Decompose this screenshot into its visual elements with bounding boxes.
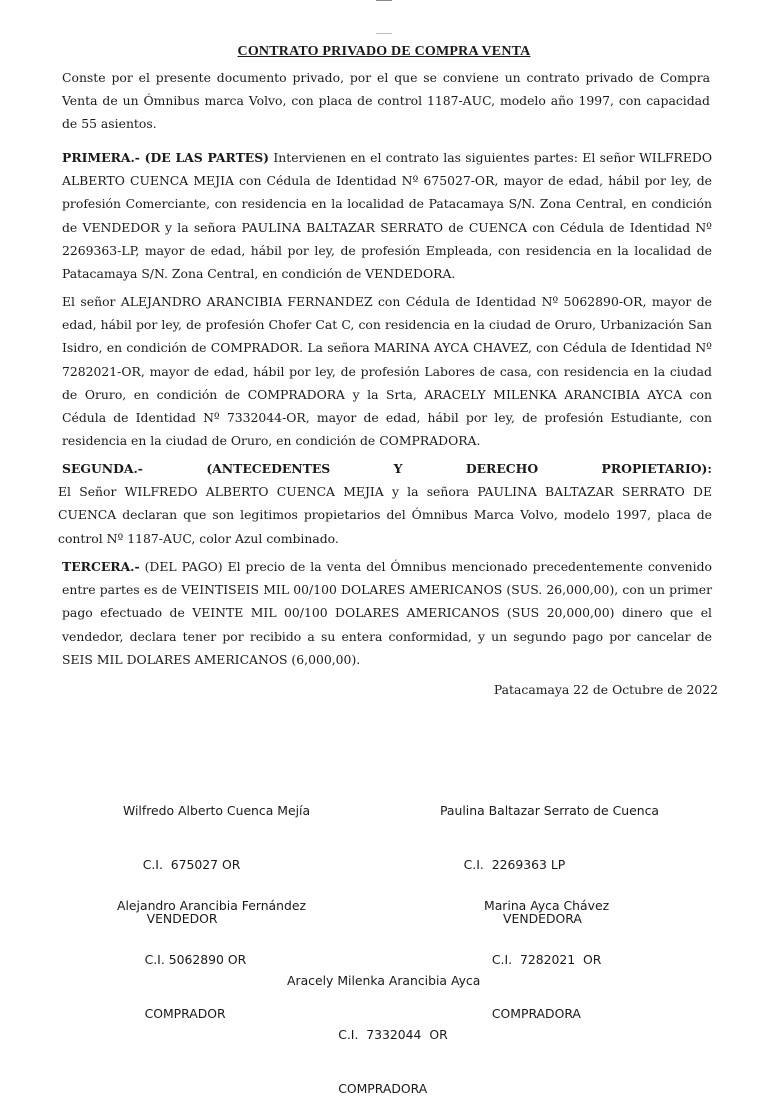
header-rule [376,33,392,34]
clause-tercera-text: (DEL PAGO) El precio de la venta del Ómnibus mencionado precedentemente convenido entre partes es de VEINTISEIS MIL 00/100 DOLARES AMERICANOS (SUS. 26,000,00), con un primer pago efectuado de VEINTE MIL 00/100 DOLARES AMERICANOS (SUS 20,000,00) dinero que el vendedor, declara tener por recibido a su entera conformidad, y un segundo pago por cancelar de SEIS MIL DOLARES AMERICANOS (6,000,00). [62,559,712,667]
signatory-role: VENDEDORA [440,911,582,926]
clause-primera [62,146,712,285]
heading-word: SEGUNDA.- [62,461,143,476]
signature-block-buyer-3 [287,936,480,1116]
signatory-name: Wilfredo Alberto Cuenca Mejía [123,803,311,818]
signatory-role: VENDEDOR [123,911,218,926]
signatory-ci: C.I. 7282021 OR [484,952,602,967]
heading-word: DERECHO [465,461,539,476]
clause-segunda-heading [58,457,712,480]
clause-primera-heading: PRIMERA.- (DE LAS PARTES) [62,150,270,165]
intro-paragraph: Conste por el presente documento privado, por el que se conviene un contrato privado de Compra Venta de un Ómnibus marca Volvo, con placa de control 1187-AUC, modelo año 1997, con capacidad de 55 asientos. [62,70,710,132]
signatory-role: COMPRADOR [117,1006,226,1021]
clause-tercera-heading: TERCERA.- [62,559,140,574]
signatory-ci: C.I. 7332044 OR [287,1027,448,1042]
heading-word: PROPIETARIO): [601,461,712,476]
heading-word: Y [393,461,403,476]
signatory-role: COMPRADORA [287,1081,428,1096]
clause-segunda [58,457,712,550]
signatory-name: Marina Ayca Chávez [484,898,610,913]
signatory-ci: C.I. 5062890 OR [117,952,247,967]
document-title: CONTRATO PRIVADO DE COMPRA VENTA [237,44,531,59]
signatory-ci: C.I. 2269363 LP [440,857,566,872]
clause-primera-text: Intervienen en el contrato las siguientes partes: El señor WILFREDO ALBERTO CUENCA MEJIA con Cédula de Identidad Nº 675027-OR, mayor de edad, hábil por ley, de profesión Comerciante, con residencia en la localidad de Patacamaya S/N. Zona Central, en condición de VENDEDOR y la señora PAULINA BALTAZAR SERRATO de CUENCA con Cédula de Identidad Nº 2269363-LP, mayor de edad, hábil por ley, de profesión Empleada, con residencia en la localidad de Patacamaya S/N. Zona Central, en condición de VENDEDORA. [62,150,712,282]
signatory-name: Alejandro Arancibia Fernández [117,898,306,913]
top-page-mark [376,0,392,1]
heading-word: (ANTECEDENTES [206,461,331,476]
buyers-paragraph: El señor ALEJANDRO ARANCIBIA FERNANDEZ con Cédula de Identidad Nº 5062890-OR, mayor de edad, hábil por ley, de profesión Chofer Cat C, con residencia en la ciudad de Oruro, Urbanización San Isidro, en condición de COMPRADOR. La señora MARINA AYCA CHAVEZ, con Cédula de Identidad Nº 7282021-OR, mayor de edad, hábil por ley, de profesión Labores de casa, con residencia en la ciudad de Oruro, en condición de COMPRADORA y la Srta, ARACELY MILENKA ARANCIBIA AYCA con Cédula de Identidad Nº 7332044-OR, mayor de edad, hábil por ley, de profesión Estudiante, con residencia en la ciudad de Oruro, en condición de COMPRADORA. [62,294,712,449]
signatory-name: Aracely Milenka Arancibia Ayca [287,973,481,988]
signatory-role: COMPRADORA [484,1006,581,1021]
clause-tercera [62,555,712,671]
signatory-ci: C.I. 675027 OR [123,857,241,872]
signature-block-buyer-1 [117,861,306,1041]
signature-block-buyer-2 [484,861,609,1041]
place-date: Patacamaya 22 de Octubre de 2022 [493,682,718,697]
signatory-name: Paulina Baltazar Serrato de Cuenca [440,803,659,818]
clause-segunda-text: El Señor WILFREDO ALBERTO CUENCA MEJIA y la señora PAULINA BALTAZAR SERRATO DE CUENCA declaran que son legitimos propietarios del Ómnibus Marca Volvo, modelo 1997, placa de control Nº 1187-AUC, color Azul combinado. [58,484,712,546]
